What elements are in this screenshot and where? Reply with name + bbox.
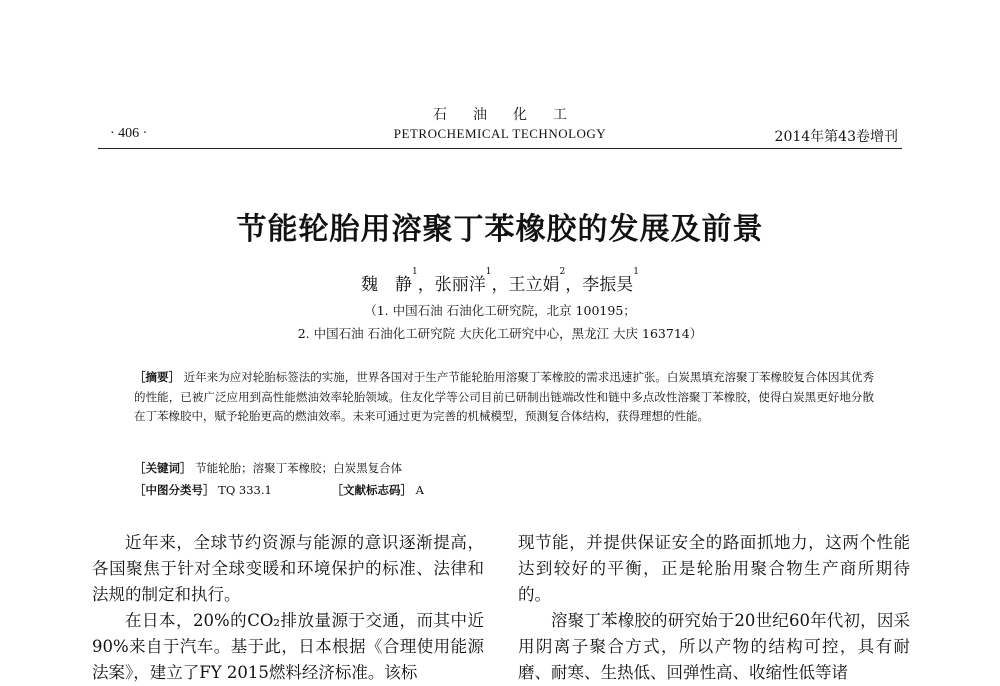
running-header xyxy=(98,126,902,146)
clc-label: ［中图分类号］ xyxy=(134,483,215,497)
affiliation: （1. 中国石油 石油化工研究院，北京 100195； xyxy=(364,303,636,318)
author: 魏 静$^1$ xyxy=(361,267,418,295)
doc-code-value: A xyxy=(415,483,424,497)
abstract xyxy=(134,368,874,427)
page-number: · 406 · xyxy=(110,126,148,141)
author: 王立娟$^2$ xyxy=(508,267,566,295)
paragraph: 在日本，20%的CO₂排放量源于交通，而其中近90%来自于汽车。基于此，日本根据《合理使用能源法案》，建立了FY 2015燃料经济标准。该标 xyxy=(92,611,484,682)
header-rule xyxy=(98,148,902,149)
author: 李振昊$^1$ xyxy=(582,267,639,295)
clc-code: TQ 333.1 xyxy=(218,483,272,497)
journal-name-chinese: 石油化工 xyxy=(433,107,593,123)
doc-code-label: ［文献标志码］ xyxy=(331,483,412,497)
paragraph: 近年来，全球节约资源与能源的意识逐渐提高，各国聚焦于针对全球变暖和环境保护的标准、法律和法规的制定和执行。 xyxy=(92,533,484,604)
author-separator: ， xyxy=(491,275,509,295)
classification xyxy=(134,482,424,498)
issue-info: 2014年第43卷增刊 xyxy=(774,129,898,145)
author: 张丽洋$^1$ xyxy=(434,267,492,295)
paragraph: 溶聚丁苯橡胶的研究始于20世纪60年代初，因采用阴离子聚合方式，所以产物的结构可控，具有耐磨、耐寒、生热低、回弹性高、收缩性低等诸 xyxy=(518,611,910,682)
abstract-label: ［摘要］ xyxy=(134,370,181,384)
author-list xyxy=(0,267,1000,295)
author-separator: ， xyxy=(417,275,435,295)
document-code xyxy=(332,483,424,497)
journal-name-english: PETROCHEMICAL TECHNOLOGY xyxy=(393,126,607,141)
abstract-text: 近年来为应对轮胎标签法的实施，世界各国对于生产节能轮胎用溶聚丁苯橡胶的需求迅速扩张。白炭黑填充溶聚丁苯橡胶复合体因其优秀的性能，已被广泛应用到高性能燃油效率轮胎领域。住友化学等公司目前已研制出链端改性和链中多点改性溶聚丁苯橡胶，使得白炭黑更好地分散在丁苯橡胶中，赋予轮胎更高的燃油效率。未来可通过更为完善的机械模型，预测复合体结构，获得理想的性能。 xyxy=(134,370,875,423)
body-column-right xyxy=(518,530,910,686)
keywords xyxy=(134,460,402,476)
author-separator: ， xyxy=(565,275,583,295)
keywords-text: 节能轮胎；溶聚丁苯橡胶；白炭黑复合体 xyxy=(195,461,403,475)
body-column-left xyxy=(92,530,484,686)
keywords-label: ［关键词］ xyxy=(134,461,192,475)
article-title: 节能轮胎用溶聚丁苯橡胶的发展及前景 xyxy=(236,212,764,247)
paragraph: 现节能，并提供保证安全的路面抓地力，这两个性能达到较好的平衡，正是轮胎用聚合物生产商所期待的。 xyxy=(518,533,910,604)
affiliation: 2. 中国石油 石油化工研究院 大庆化工研究中心，黑龙江 大庆 163714） xyxy=(297,326,703,341)
